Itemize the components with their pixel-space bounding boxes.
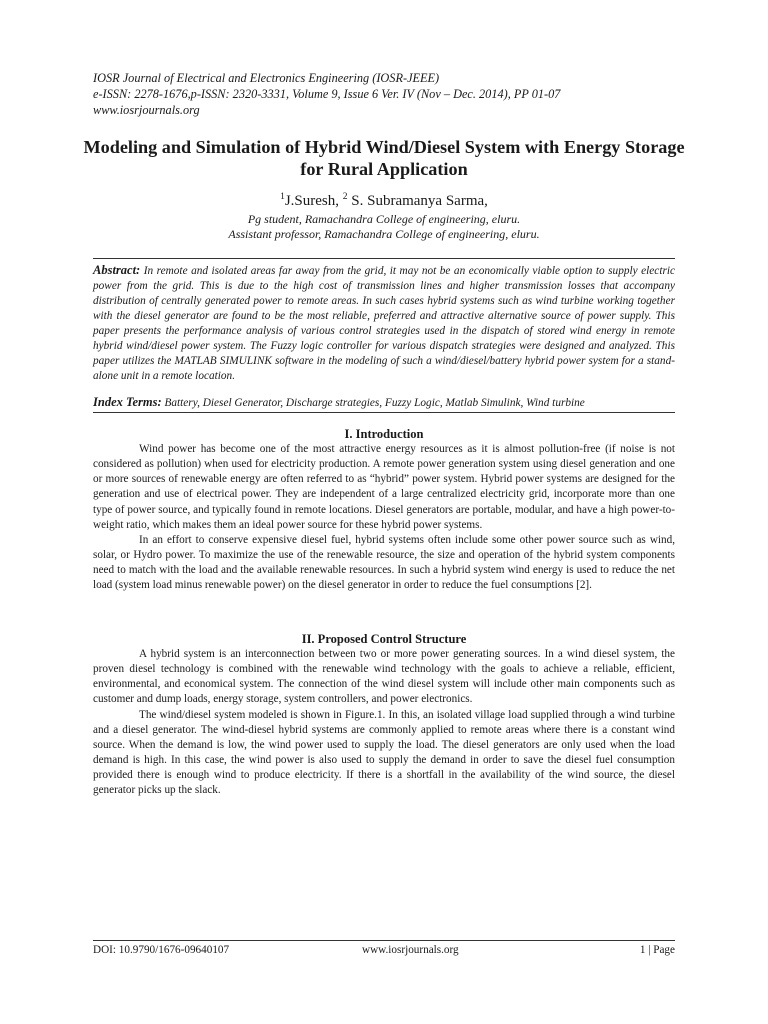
author-1-name: J.Suresh, [284, 193, 340, 209]
author-list [80, 192, 688, 210]
section-2-paragraph-1: A hybrid system is an interconnection between two or more power generating sources. In a wind diesel system, the proven diesel technology is combined with the renewable wind technology with the goals to achieve a reliable, efficient, environmental, and economical system. The connection of the wind diesel system will include other main components such as customer and dump loads, energy storage, system controllers, and power electronics. [93, 648, 675, 706]
abstract-text: In remote and isolated areas far away from the grid, it may not be an economically viable option to supply electric power from the grid. This is due to the high cost of transmission lines and higher transmission losses that accompany distribution of centrally generated power to remote areas. In such cases hybrid systems such as wind turbine working together with the diesel generator are found to be the most reliable, preferred and attractive alternative source of power supply. This paper presents the performance analysis of various control strategies used in the dispatch of stored wind energy in remote hybrid wind/diesel power system. The Fuzzy logic controller for various dispatch strategies were designed and analyzed. This paper utilizes the MATLAB SIMULINK software in the modeling of such a wind/diesel/battery hybrid power system for a stand-alone unit in a remote location. [93, 265, 676, 382]
index-terms-label: Index Terms: [93, 395, 162, 409]
affiliation-1: Pg student, Ramachandra College of engineering, eluru. [247, 212, 521, 226]
abstract-bottom-rule [93, 412, 675, 413]
section-1-paragraph-2: In an effort to conserve expensive diesel fuel, hybrid systems often include some other power source such as wind, solar, or Hydro power. To maximize the use of the renewable resource, the size and operation of the hybrid system components need to match with the load and the available renewable resources. In such a hybrid system wind energy is used to reduce the net load (system load minus renewable power) on the diesel generator in order to reduce the fuel consumptions [2]. [93, 533, 675, 592]
affiliation-2: Assistant professor, Ramachandra College of engineering, eluru. [228, 227, 540, 241]
author-1-superscript: 1 [280, 192, 285, 202]
section-2-heading: II. Proposed Control Structure [301, 632, 467, 646]
section-2-body [93, 647, 675, 799]
journal-header [93, 70, 693, 118]
author-2-superscript: 2 [342, 192, 348, 202]
section-1-heading: I. Introduction [344, 427, 424, 441]
journal-name: IOSR Journal of Electrical and Electronics Engineering (IOSR-JEEE) [93, 71, 440, 85]
journal-website: www.iosrjournals.org [93, 103, 200, 117]
section-2-paragraph-2: The wind/diesel system modeled is shown in Figure.1. In this, an isolated village load supplied through a wind turbine and a diesel generator. The wind-diesel hybrid systems are commonly applied to remote areas where there is a constant wind source. When the demand is low, the wind power used to supply the load. The diesel generators are only used when the load demand is high. In this case, the wind power is also used to supply the demand in order to save the diesel fuel consumption provided there is enough wind to produce electricity. If there is a shortfall in the availability of the wind source, the diesel generator picks up the slack. [93, 708, 675, 797]
paper-title: Modeling and Simulation of Hybrid Wind/Diesel System with Energy Storage for Rural Application [83, 137, 685, 179]
footer-website: www.iosrjournals.org [362, 944, 459, 956]
abstract-top-rule [93, 258, 675, 259]
section-1-paragraph-1: Wind power has become one of the most attractive energy resources as it is almost pollution-free (if noise is not considered as pollution) when used for electricity production. A remote power generation system using diesel generation and one or more sources of renewable energy are often referred to as “hybrid” power system. Hybrid power systems are designed for the generation and use of electrical power. They are independent of a large centralized electricity grid, incorporate more than one type of power source, and typically found in remote locations. Diesel generators are portable, modular, and have a high power-to-weight ratio, which makes them an ideal power source for these hybrid power systems. [93, 443, 675, 531]
abstract-label: Abstract: [93, 263, 141, 277]
section-1-body [93, 442, 675, 594]
abstract [93, 263, 675, 384]
index-terms-text: Battery, Diesel Generator, Discharge strategies, Fuzzy Logic, Matlab Simulink, Wind turbine [164, 397, 585, 409]
footer-rule [93, 940, 675, 941]
author-2-name: S. Subramanya Sarma, [351, 193, 488, 209]
index-terms [93, 394, 675, 411]
footer-doi: DOI: 10.9790/1676-09640107 [93, 944, 230, 956]
page-footer [93, 942, 675, 958]
journal-issue: e-ISSN: 2278-1676,p-ISSN: 2320-3331, Volume 9, Issue 6 Ver. IV (Nov – Dec. 2014), PP 01-07 [93, 87, 561, 101]
footer-page-number: 1 | Page [639, 944, 675, 956]
affiliations [80, 212, 688, 242]
